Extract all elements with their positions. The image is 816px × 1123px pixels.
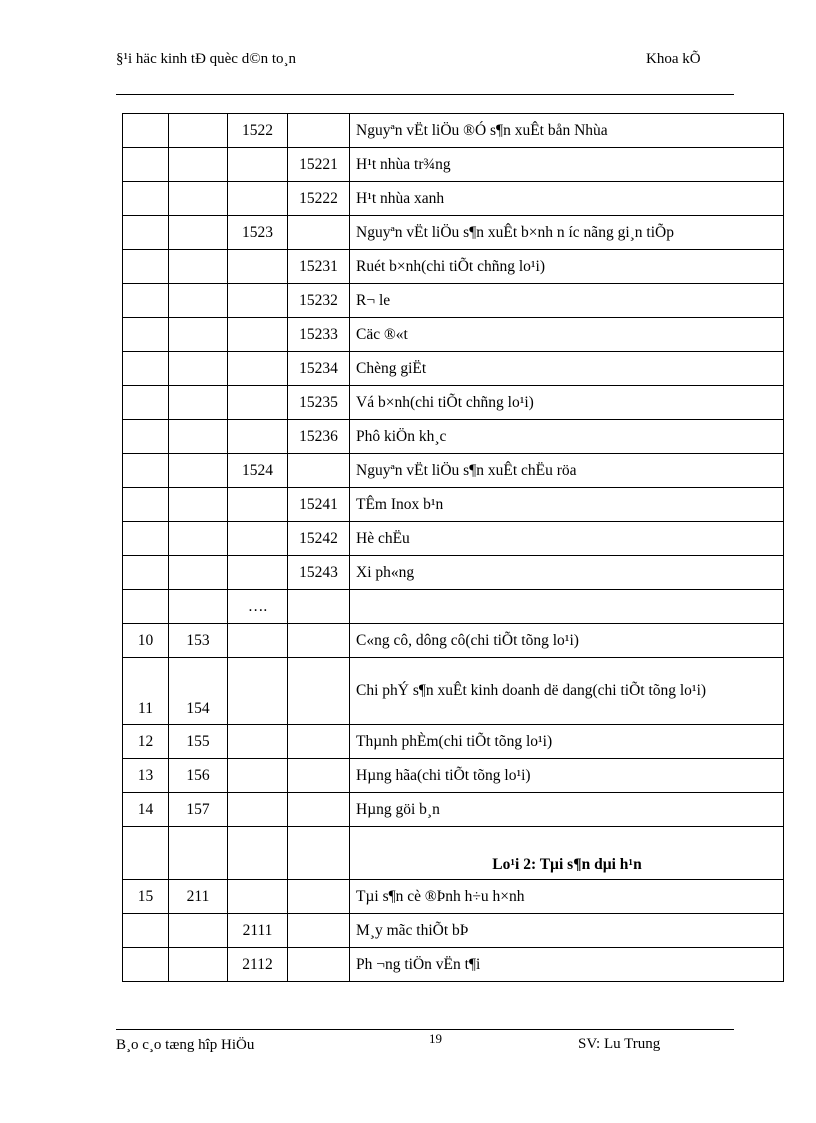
table-cell-c4: 15231 xyxy=(288,250,350,284)
table-cell-c5: Nguyªn vËt liÖu s¶n xuÊt chËu röa xyxy=(350,454,784,488)
table-cell-c3 xyxy=(228,522,288,556)
table-cell-c4 xyxy=(288,216,350,250)
table-row xyxy=(123,352,784,386)
table-cell-c5: Hè chËu xyxy=(350,522,784,556)
account-table xyxy=(122,113,784,982)
table-row xyxy=(123,148,784,182)
table-cell-c1: 11 xyxy=(123,658,169,725)
table-cell-c2: 153 xyxy=(169,624,228,658)
table-cell-c4 xyxy=(288,725,350,759)
table-cell-c4 xyxy=(288,880,350,914)
table-cell-c5: C«ng cô, dông cô(chi tiÕt tõng lo¹i) xyxy=(350,624,784,658)
table-row xyxy=(123,284,784,318)
table-row xyxy=(123,182,784,216)
header-university: §¹i häc kinh tÐ quèc d©n to¸n xyxy=(116,51,297,67)
table-cell-c2 xyxy=(169,386,228,420)
table-cell-c1 xyxy=(123,590,169,624)
table-row xyxy=(123,556,784,590)
table-cell-c3 xyxy=(228,250,288,284)
table-cell-c5 xyxy=(350,590,784,624)
table-cell-c3: 1524 xyxy=(228,454,288,488)
table-cell-c1: 14 xyxy=(123,793,169,827)
table-cell-c1 xyxy=(123,114,169,148)
table-cell-c1 xyxy=(123,914,169,948)
table-cell-c1 xyxy=(123,318,169,352)
table-cell-c3 xyxy=(228,182,288,216)
table-cell-c4 xyxy=(288,948,350,982)
table-cell-c3 xyxy=(228,793,288,827)
table-cell-c4 xyxy=(288,914,350,948)
table-row xyxy=(123,488,784,522)
table-cell-c1 xyxy=(123,182,169,216)
table-cell-c4 xyxy=(288,454,350,488)
table-cell-c5: Tµi s¶n cè ®Þnh h÷u h×nh xyxy=(350,880,784,914)
table-cell-c4: 15233 xyxy=(288,318,350,352)
table-cell-c1 xyxy=(123,250,169,284)
table-cell-c4: 15243 xyxy=(288,556,350,590)
table-cell-c2 xyxy=(169,590,228,624)
table-cell-c3: 2112 xyxy=(228,948,288,982)
table-cell-c4 xyxy=(288,624,350,658)
account-table-body xyxy=(123,114,784,982)
header-faculty: Khoa kÕ xyxy=(646,51,701,67)
table-cell-c1: 13 xyxy=(123,759,169,793)
table-cell-c2 xyxy=(169,352,228,386)
table-cell-c2 xyxy=(169,827,228,880)
table-cell-c5: Chèng giËt xyxy=(350,352,784,386)
table-cell-c3 xyxy=(228,352,288,386)
table-cell-c4: 15234 xyxy=(288,352,350,386)
table-cell-c2 xyxy=(169,318,228,352)
table-cell-c2 xyxy=(169,522,228,556)
table-cell-c3 xyxy=(228,556,288,590)
table-row xyxy=(123,216,784,250)
table-cell-c5: M¸y mãc thiÕt bÞ xyxy=(350,914,784,948)
table-cell-c3: 2111 xyxy=(228,914,288,948)
table-cell-c3 xyxy=(228,284,288,318)
table-cell-c2 xyxy=(169,948,228,982)
table-cell-c3 xyxy=(228,725,288,759)
table-cell-c1: 12 xyxy=(123,725,169,759)
table-cell-c4 xyxy=(288,759,350,793)
table-cell-c4 xyxy=(288,114,350,148)
table-cell-c1 xyxy=(123,284,169,318)
table-row xyxy=(123,250,784,284)
table-cell-c3 xyxy=(228,827,288,880)
table-cell-c3 xyxy=(228,386,288,420)
table-cell-c1 xyxy=(123,948,169,982)
table-cell-c2 xyxy=(169,250,228,284)
table-cell-c4: 15222 xyxy=(288,182,350,216)
table-cell-c3: 1523 xyxy=(228,216,288,250)
table-row xyxy=(123,914,784,948)
table-cell-c5: H¹t nhùa xanh xyxy=(350,182,784,216)
table-cell-c2 xyxy=(169,216,228,250)
table-cell-c5: Ruét b×nh(chi tiÕt chñng lo¹i) xyxy=(350,250,784,284)
table-cell-c3 xyxy=(228,624,288,658)
table-cell-c2 xyxy=(169,114,228,148)
table-cell-c4: 15232 xyxy=(288,284,350,318)
table-row xyxy=(123,590,784,624)
table-cell-c1 xyxy=(123,522,169,556)
table-cell-c2 xyxy=(169,488,228,522)
table-row xyxy=(123,827,784,880)
table-cell-c3 xyxy=(228,148,288,182)
table-cell-c5: Hµng hãa(chi tiÕt tõng lo¹i) xyxy=(350,759,784,793)
table-cell-c2 xyxy=(169,182,228,216)
table-row xyxy=(123,624,784,658)
table-cell-c1 xyxy=(123,386,169,420)
table-cell-c2 xyxy=(169,914,228,948)
table-row xyxy=(123,318,784,352)
footer-student: SV: Lu Trung xyxy=(578,1036,661,1052)
table-cell-c5: Chi phÝ s¶n xuÊt kinh doanh dë dang(chi tiÕt tõng lo¹i) xyxy=(350,658,784,725)
page-footer xyxy=(116,1029,734,1053)
table-cell-c1: 15 xyxy=(123,880,169,914)
table-cell-c5: Nguyªn vËt liÖu s¶n xuÊt b×nh n íc nãng gi¸n tiÕp xyxy=(350,216,784,250)
table-cell-c5: TÊm Inox b¹n xyxy=(350,488,784,522)
table-cell-c5: Cäc ®«t xyxy=(350,318,784,352)
table-row xyxy=(123,658,784,725)
table-cell-c1 xyxy=(123,352,169,386)
table-row xyxy=(123,386,784,420)
table-cell-c2: 211 xyxy=(169,880,228,914)
page-number: 19 xyxy=(429,1031,442,1046)
table-row xyxy=(123,725,784,759)
table-cell-c1 xyxy=(123,420,169,454)
table-row xyxy=(123,948,784,982)
table-cell-c4: 15241 xyxy=(288,488,350,522)
table-cell-c1 xyxy=(123,556,169,590)
table-cell-c1 xyxy=(123,454,169,488)
table-cell-c2 xyxy=(169,556,228,590)
table-cell-c1 xyxy=(123,148,169,182)
table-row xyxy=(123,522,784,556)
table-row xyxy=(123,880,784,914)
table-cell-c3 xyxy=(228,488,288,522)
table-cell-c4 xyxy=(288,658,350,725)
table-cell-c5: Hµng göi b¸n xyxy=(350,793,784,827)
table-cell-c4: 15236 xyxy=(288,420,350,454)
table-cell-c3 xyxy=(228,318,288,352)
table-cell-c2 xyxy=(169,284,228,318)
table-cell-c3: 1522 xyxy=(228,114,288,148)
table-cell-c2 xyxy=(169,454,228,488)
table-cell-c2: 157 xyxy=(169,793,228,827)
table-row xyxy=(123,114,784,148)
table-cell-c1 xyxy=(123,488,169,522)
table-row xyxy=(123,759,784,793)
table-cell-c2: 156 xyxy=(169,759,228,793)
table-cell-c5: Ph ¬ng tiÖn vËn t¶i xyxy=(350,948,784,982)
table-cell-c5: Phô kiÖn kh¸c xyxy=(350,420,784,454)
table-cell-c5: Xi ph«ng xyxy=(350,556,784,590)
table-cell-c5: Nguyªn vËt liÖu ®Ó s¶n xuÊt bån Nhùa xyxy=(350,114,784,148)
table-cell-c5: R¬ le xyxy=(350,284,784,318)
page-header xyxy=(116,50,734,95)
table-row xyxy=(123,793,784,827)
table-cell-c4 xyxy=(288,793,350,827)
table-cell-c5: Lo¹i 2: Tµi s¶n dµi h¹n xyxy=(350,827,784,880)
table-cell-c3 xyxy=(228,420,288,454)
table-cell-c2: 154 xyxy=(169,658,228,725)
table-cell-c2: 155 xyxy=(169,725,228,759)
table-cell-c4 xyxy=(288,590,350,624)
table-cell-c5: H¹t nhùa tr¾ng xyxy=(350,148,784,182)
table-cell-c4: 15235 xyxy=(288,386,350,420)
table-cell-c1 xyxy=(123,827,169,880)
table-cell-c2 xyxy=(169,420,228,454)
table-cell-c5: Thµnh phÈm(chi tiÕt tõng lo¹i) xyxy=(350,725,784,759)
table-cell-c3 xyxy=(228,880,288,914)
table-row xyxy=(123,454,784,488)
table-cell-c3: …. xyxy=(228,590,288,624)
table-cell-c4 xyxy=(288,827,350,880)
footer-report-title: B¸o c¸o tæng hîp HiÖu xyxy=(116,1037,255,1053)
table-cell-c1 xyxy=(123,216,169,250)
table-cell-c4: 15242 xyxy=(288,522,350,556)
table-cell-c2 xyxy=(169,148,228,182)
table-cell-c5: Vá b×nh(chi tiÕt chñng lo¹i) xyxy=(350,386,784,420)
table-cell-c4: 15221 xyxy=(288,148,350,182)
table-cell-c3 xyxy=(228,759,288,793)
table-row xyxy=(123,420,784,454)
table-cell-c3 xyxy=(228,658,288,725)
table-cell-c1: 10 xyxy=(123,624,169,658)
